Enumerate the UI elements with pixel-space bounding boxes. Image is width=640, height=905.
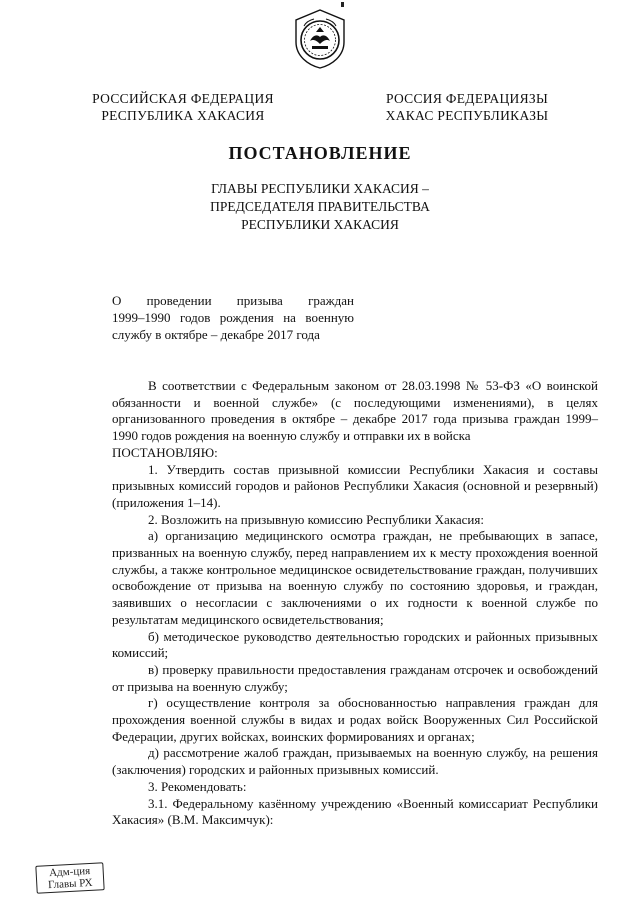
body-paragraph: б) методическое руководство деятельностью городских и районных призывных комиссий; xyxy=(112,628,598,661)
decree-word: ПОСТАНОВЛЯЮ: xyxy=(112,444,218,460)
body-paragraph: в) проверку правильности предоставления гражданам отсрочек и освобождений от призыва на военную службу; xyxy=(112,661,598,694)
body-paragraph: 1. Утвердить состав призывной комиссии Республики Хакасия и составы призывных комиссий городов и районов Республики Хакасия (основной и резервный) (приложения 1–14). xyxy=(112,461,598,510)
registration-stamp xyxy=(35,862,104,894)
header-left-line: РЕСПУБЛИКА ХАКАСИЯ xyxy=(101,108,265,123)
header-right-line: ХАКАС РЕСПУБЛИКАЗЫ xyxy=(385,108,549,123)
document-body xyxy=(112,378,598,829)
stamp-line: Адм-ция xyxy=(48,864,91,880)
subject-block xyxy=(112,292,354,343)
header-right-line: РОССИЯ ФЕДЕРАЦИЯЗЫ xyxy=(385,91,549,106)
document-title: ПОСТАНОВЛЕНИЕ xyxy=(228,143,412,163)
scan-speck xyxy=(341,2,344,7)
body-paragraph: 3. Рекомендовать: xyxy=(148,778,247,794)
header-left xyxy=(88,90,278,124)
subject-line: О проведении призыва граждан xyxy=(112,293,354,308)
issuer-line: ГЛАВЫ РЕСПУБЛИКИ ХАКАСИЯ – xyxy=(211,181,429,196)
body-paragraph: В соответствии с Федеральным законом от 28.03.1998 № 53-ФЗ «О воинской обязанности и военной службе» (с последующими изменениями), в целях организованного проведения в октябре – декабре 2017 года призыва граждан 1999–1990 годов рождения на военную службу и отправки их в войска xyxy=(112,378,598,444)
subject-line: службу в октябре – декабре 2017 года xyxy=(112,327,320,342)
body-paragraph: г) осуществление контроля за обоснованностью направления граждан для прохождения военной службы в видах и родах войск Вооруженных Сил Российской Федерации, других войсках, воинских формированиях и органах; xyxy=(112,695,598,744)
body-paragraph: д) рассмотрение жалоб граждан, призываемых на военную службу, на решения (заключения) городских и районных призывных комиссий. xyxy=(112,745,598,778)
issuer-line: РЕСПУБЛИКИ ХАКАСИЯ xyxy=(241,217,399,232)
hakassia-coat-of-arms-icon xyxy=(290,8,350,70)
body-paragraph: а) организацию медицинского осмотра граждан, не пребывающих в запасе, призванных на военную службу, перед направлением их к месту прохождения военной службы, а также контрольное медицинское освидетельствование граждан, получивших освобождение от призыва на военную службу по состоянию здоровья, и граждан, заявивших о несогласии с заключениями о их годности к военной службе по результатам медицинского освидетельствования; xyxy=(112,528,598,627)
issuer-block xyxy=(0,180,640,234)
issuer-line: ПРЕДСЕДАТЕЛЯ ПРАВИТЕЛЬСТВА xyxy=(210,199,430,214)
coat-of-arms-icon xyxy=(290,8,350,70)
subject-line: 1999–1990 годов рождения на военную xyxy=(112,310,354,325)
stamp-line: Главы РХ xyxy=(47,876,93,892)
header-right xyxy=(372,90,562,124)
body-paragraph: 3.1. Федеральному казённому учреждению «Военный комиссариат Республики Хакасия» (В.М. Максимчук): xyxy=(112,795,598,828)
body-paragraph: 2. Возложить на призывную комиссию Республики Хакасия: xyxy=(148,511,484,527)
header-left-line: РОССИЙСКАЯ ФЕДЕРАЦИЯ xyxy=(92,91,274,106)
